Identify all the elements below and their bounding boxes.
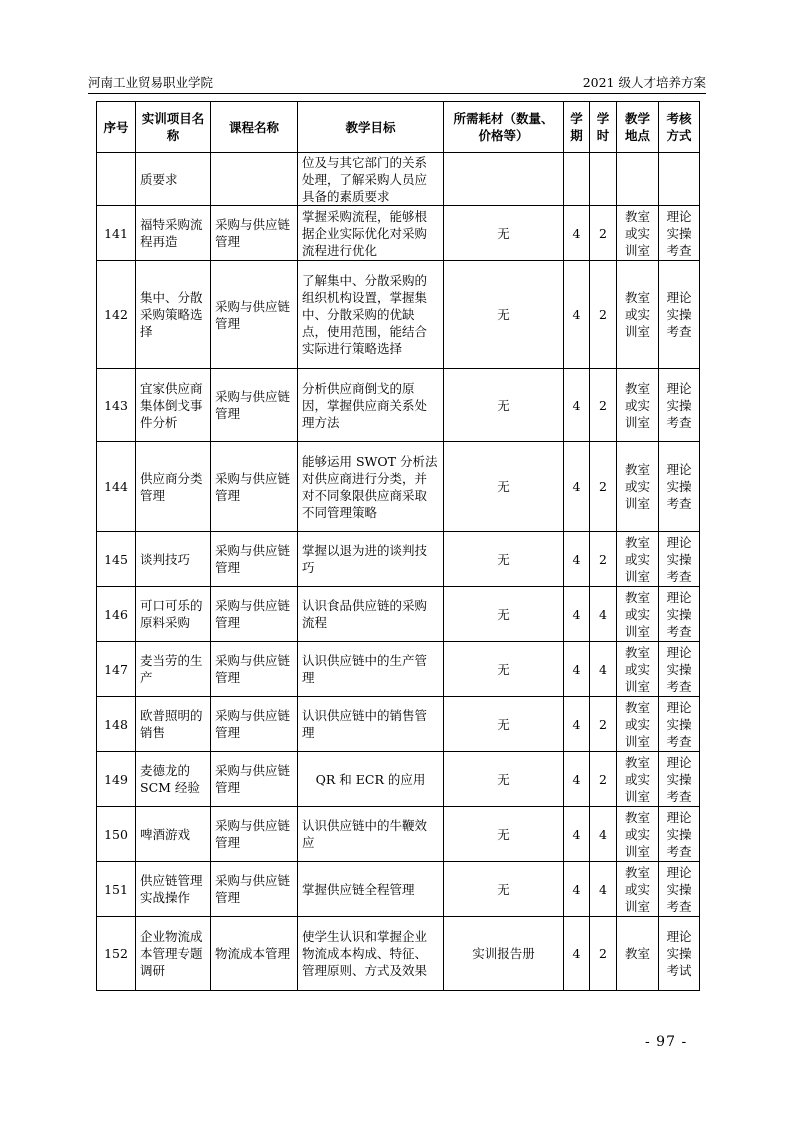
cell-materials: 无 (444, 369, 564, 442)
cell-place: 教室 (617, 917, 659, 991)
table-row (97, 587, 700, 642)
cell-hours: 2 (590, 697, 617, 752)
cell-hours: 4 (590, 862, 617, 917)
cell-hours: 2 (590, 442, 617, 532)
cell-course (211, 153, 298, 206)
col-course: 课程名称 (211, 102, 298, 153)
cell-assess: 理论实操考查 (659, 642, 700, 697)
cell-course: 采购与供应链管理 (211, 532, 298, 587)
cell-project: 供应商分类管理 (136, 442, 211, 532)
cell-goal: 认识供应链中的牛鞭效应 (298, 807, 444, 862)
cell-course: 采购与供应链管理 (211, 752, 298, 807)
table-row (97, 442, 700, 532)
table-row (97, 862, 700, 917)
cell-term: 4 (564, 917, 590, 991)
cell-assess: 理论实操考查 (659, 532, 700, 587)
cell-seq (97, 153, 136, 206)
cell-term: 4 (564, 807, 590, 862)
cell-materials: 无 (444, 206, 564, 261)
cell-course: 采购与供应链管理 (211, 587, 298, 642)
cell-hours: 4 (590, 587, 617, 642)
cell-project: 啤酒游戏 (136, 807, 211, 862)
cell-assess: 理论实操考查 (659, 206, 700, 261)
cell-assess: 理论实操考试 (659, 917, 700, 991)
cell-hours: 2 (590, 917, 617, 991)
page-number: - 97 - (645, 1034, 688, 1050)
table-row (97, 532, 700, 587)
cell-project: 可口可乐的原料采购 (136, 587, 211, 642)
cell-term: 4 (564, 697, 590, 752)
col-place: 教学地点 (617, 102, 659, 153)
cell-materials: 无 (444, 642, 564, 697)
cell-seq: 148 (97, 697, 136, 752)
cell-seq: 150 (97, 807, 136, 862)
cell-hours (590, 153, 617, 206)
cell-place: 教室或实训室 (617, 587, 659, 642)
cell-term: 4 (564, 442, 590, 532)
cell-place: 教室或实训室 (617, 442, 659, 532)
cell-term: 4 (564, 862, 590, 917)
col-term: 学期 (564, 102, 590, 153)
cell-place: 教室或实训室 (617, 261, 659, 369)
cell-place: 教室或实训室 (617, 532, 659, 587)
cell-project: 质要求 (136, 153, 211, 206)
table-row (97, 917, 700, 991)
cell-goal: 分析供应商倒戈的原因，掌握供应商关系处理方法 (298, 369, 444, 442)
cell-place: 教室或实训室 (617, 752, 659, 807)
cell-assess: 理论实操考查 (659, 807, 700, 862)
table-row (97, 153, 700, 206)
table-row (97, 697, 700, 752)
cell-term: 4 (564, 642, 590, 697)
cell-materials: 无 (444, 697, 564, 752)
cell-assess: 理论实操考查 (659, 442, 700, 532)
cell-course: 采购与供应链管理 (211, 369, 298, 442)
cell-term (564, 153, 590, 206)
cell-place: 教室或实训室 (617, 369, 659, 442)
cell-assess (659, 153, 700, 206)
cell-place: 教室或实训室 (617, 862, 659, 917)
cell-hours: 4 (590, 807, 617, 862)
cell-goal: 能够运用 SWOT 分析法对供应商进行分类，并对不同象限供应商采取不同管理策略 (298, 442, 444, 532)
cell-hours: 2 (590, 369, 617, 442)
cell-hours: 4 (590, 642, 617, 697)
cell-materials: 无 (444, 807, 564, 862)
cell-assess: 理论实操考查 (659, 261, 700, 369)
table-row (97, 642, 700, 697)
cell-hours: 2 (590, 532, 617, 587)
cell-materials: 无 (444, 587, 564, 642)
cell-place: 教室或实训室 (617, 642, 659, 697)
cell-materials: 无 (444, 862, 564, 917)
cell-goal: 掌握供应链全程管理 (298, 862, 444, 917)
table-row (97, 807, 700, 862)
cell-project: 集中、分散采购策略选择 (136, 261, 211, 369)
table-row (97, 752, 700, 807)
cell-goal: 认识供应链中的生产管理 (298, 642, 444, 697)
training-table (96, 101, 700, 991)
table-row (97, 369, 700, 442)
col-materials: 所需耗材（数量、价格等） (444, 102, 564, 153)
col-seq: 序号 (97, 102, 136, 153)
cell-materials: 无 (444, 752, 564, 807)
cell-project: 谈判技巧 (136, 532, 211, 587)
table-row (97, 206, 700, 261)
cell-course: 物流成本管理 (211, 917, 298, 991)
cell-project: 宜家供应商集体倒戈事件分析 (136, 369, 211, 442)
cell-course: 采购与供应链管理 (211, 206, 298, 261)
cell-goal: 认识食品供应链的采购流程 (298, 587, 444, 642)
cell-project: 麦当劳的生产 (136, 642, 211, 697)
cell-seq: 149 (97, 752, 136, 807)
col-project: 实训项目名称 (136, 102, 211, 153)
cell-hours: 2 (590, 261, 617, 369)
cell-seq: 142 (97, 261, 136, 369)
school-name: 河南工业贸易职业学院 (88, 75, 214, 90)
cell-goal: 认识供应链中的销售管理 (298, 697, 444, 752)
table-row (97, 261, 700, 369)
cell-assess: 理论实操考查 (659, 862, 700, 917)
cell-goal: QR 和 ECR 的应用 (298, 752, 444, 807)
cell-course: 采购与供应链管理 (211, 807, 298, 862)
cell-seq: 141 (97, 206, 136, 261)
cell-assess: 理论实操考查 (659, 369, 700, 442)
cell-seq: 143 (97, 369, 136, 442)
cell-goal: 使学生认识和掌握企业物流成本构成、特征、管理原则、方式及效果 (298, 917, 444, 991)
cell-seq: 146 (97, 587, 136, 642)
cell-goal: 了解集中、分散采购的组织机构设置，掌握集中、分散采购的优缺点，使用范围，能结合实际进行策略选择 (298, 261, 444, 369)
document-title: 2021 级人才培养方案 (582, 75, 706, 90)
page-header (88, 74, 706, 94)
cell-place: 教室或实训室 (617, 807, 659, 862)
cell-goal: 掌握以退为进的谈判技巧 (298, 532, 444, 587)
cell-seq: 145 (97, 532, 136, 587)
cell-term: 4 (564, 369, 590, 442)
cell-hours: 2 (590, 752, 617, 807)
cell-course: 采购与供应链管理 (211, 697, 298, 752)
cell-seq: 147 (97, 642, 136, 697)
cell-materials: 无 (444, 442, 564, 532)
cell-goal: 掌握采购流程，能够根据企业实际优化对采购流程进行优化 (298, 206, 444, 261)
cell-seq: 144 (97, 442, 136, 532)
cell-place: 教室或实训室 (617, 206, 659, 261)
col-hours: 学时 (590, 102, 617, 153)
cell-materials: 无 (444, 261, 564, 369)
header-row (97, 102, 700, 153)
cell-term: 4 (564, 752, 590, 807)
cell-place (617, 153, 659, 206)
cell-project: 麦德龙的SCM 经验 (136, 752, 211, 807)
cell-materials: 无 (444, 532, 564, 587)
header-divider (88, 93, 706, 94)
cell-term: 4 (564, 206, 590, 261)
cell-hours: 2 (590, 206, 617, 261)
cell-term: 4 (564, 261, 590, 369)
cell-goal: 位及与其它部门的关系处理，了解采购人员应具备的素质要求 (298, 153, 444, 206)
cell-term: 4 (564, 532, 590, 587)
cell-place: 教室或实训室 (617, 697, 659, 752)
cell-project: 欧普照明的销售 (136, 697, 211, 752)
cell-course: 采购与供应链管理 (211, 442, 298, 532)
cell-assess: 理论实操考查 (659, 752, 700, 807)
cell-course: 采购与供应链管理 (211, 261, 298, 369)
cell-materials: 实训报告册 (444, 917, 564, 991)
cell-course: 采购与供应链管理 (211, 642, 298, 697)
cell-project: 企业物流成本管理专题调研 (136, 917, 211, 991)
cell-course: 采购与供应链管理 (211, 862, 298, 917)
cell-assess: 理论实操考查 (659, 587, 700, 642)
cell-materials (444, 153, 564, 206)
cell-seq: 152 (97, 917, 136, 991)
col-goal: 教学目标 (298, 102, 444, 153)
cell-seq: 151 (97, 862, 136, 917)
col-assess: 考核方式 (659, 102, 700, 153)
cell-project: 福特采购流程再造 (136, 206, 211, 261)
cell-term: 4 (564, 587, 590, 642)
cell-project: 供应链管理实战操作 (136, 862, 211, 917)
cell-assess: 理论实操考查 (659, 697, 700, 752)
